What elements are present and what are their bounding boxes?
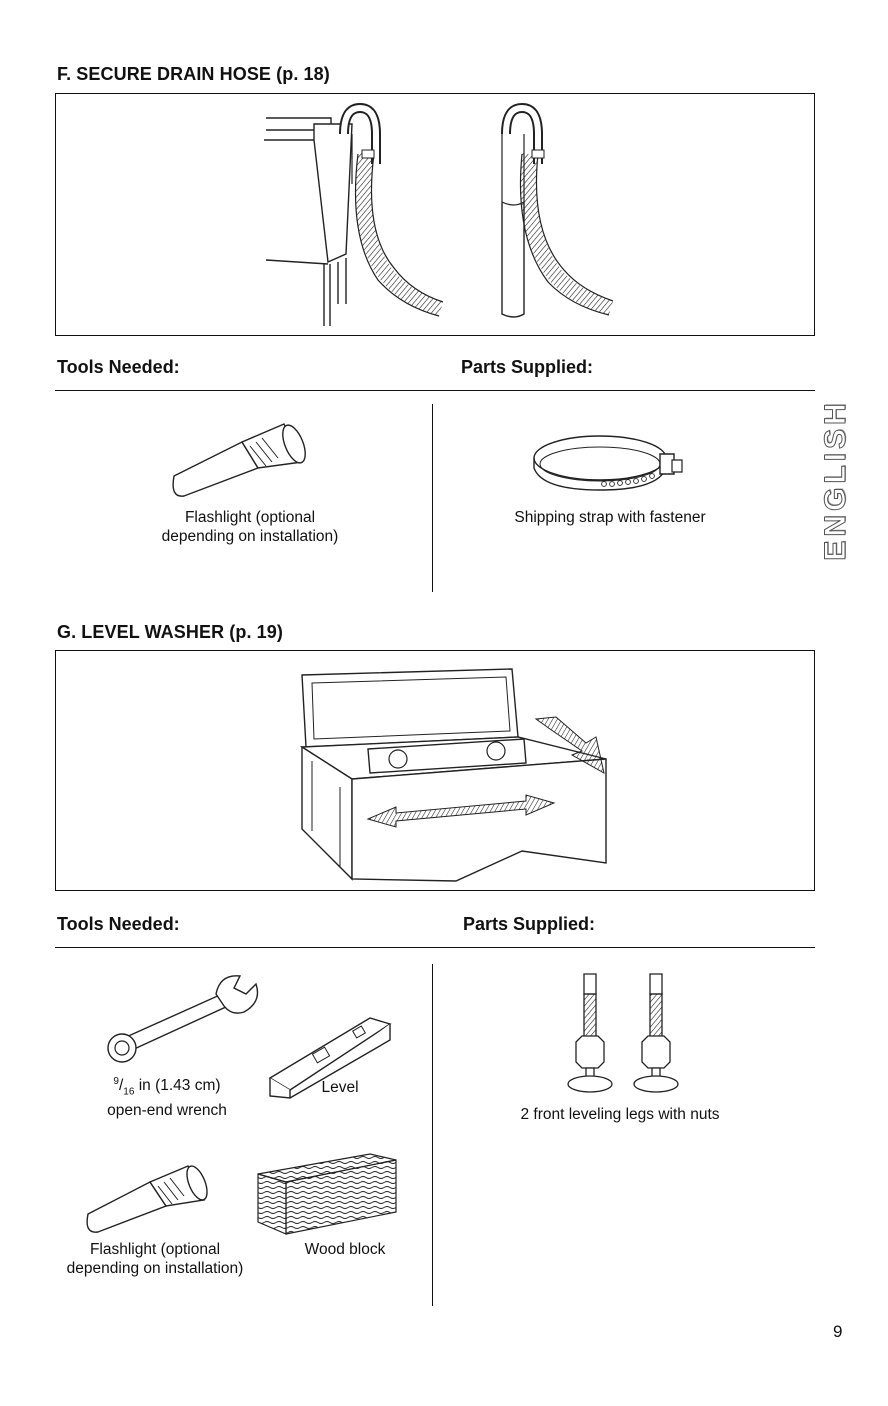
wrench-icon: [104, 970, 264, 1066]
section-g-divider: [432, 964, 433, 1306]
shipping-strap-icon: [532, 432, 702, 496]
leveling-legs-icon: [562, 970, 692, 1100]
shipping-strap-caption: Shipping strap with fastener: [514, 509, 706, 526]
drain-hose-figure: [55, 93, 815, 336]
language-tab: [819, 382, 852, 578]
section-f-rule: [55, 390, 815, 391]
wrench-caption: $^9/_{16}$ in (1.43 cm) open-end wrench: [107, 1076, 227, 1120]
wood-block-caption: Wood block: [304, 1241, 386, 1258]
washer-illustration: [56, 651, 816, 892]
level-washer-figure: [55, 650, 815, 891]
section-f-tools-heading: Tools Needed:: [57, 357, 180, 377]
section-f-divider: [432, 404, 433, 592]
leveling-legs-caption: 2 front leveling legs with nuts: [520, 1106, 720, 1123]
drain-hose-illustration: [56, 94, 816, 337]
language-tab-label: ENGLISH: [819, 399, 852, 561]
wrench-size-rest: in (1.43 cm): [134, 1077, 221, 1095]
section-f-title: F. SECURE DRAIN HOSE (p. 18): [57, 64, 330, 84]
wood-block-icon: [252, 1150, 402, 1240]
page-number: 9: [833, 1322, 843, 1341]
section-g-title: G. LEVEL WASHER (p. 19): [57, 622, 283, 642]
wrench-size-numerator: 9: [113, 1076, 119, 1087]
flashlight-icon: [80, 1160, 220, 1236]
flashlight-caption: Flashlight (optional depending on installation): [161, 509, 339, 545]
section-g-parts-heading: Parts Supplied:: [463, 914, 596, 934]
flashlight-caption: Flashlight (optional depending on installation): [66, 1241, 244, 1277]
flashlight-icon: [166, 418, 316, 500]
wrench-caption-line2: open-end wrench: [107, 1102, 227, 1120]
section-g-tools-heading: Tools Needed:: [57, 914, 180, 934]
wrench-size-denominator: 16: [123, 1086, 135, 1098]
section-g-rule: [55, 947, 815, 948]
section-f-parts-heading: Parts Supplied:: [461, 357, 594, 377]
level-caption: Level: [321, 1079, 359, 1096]
